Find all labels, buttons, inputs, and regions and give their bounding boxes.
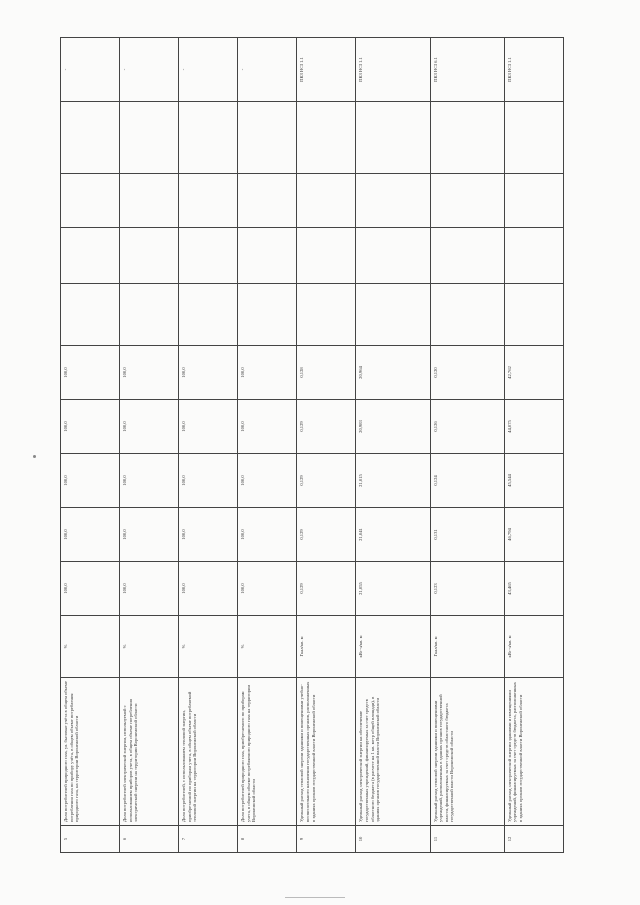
source-cell: ПКЗ НСI 6.1 [430,38,504,102]
value-cell: 0,129 [297,508,356,562]
table-row [430,38,504,853]
value-cell: 100,0 [238,562,297,616]
value-cell: 100,0 [61,562,120,616]
unit-cell: Гкал/кв. м [297,616,356,678]
value-cell: 100,0 [179,562,238,616]
value-cell: 100,0 [179,346,238,400]
source-cell: ПКЗ НСI 1.1 [356,38,430,102]
value-cell: 100,0 [61,454,120,508]
value-cell: 43,465 [504,562,563,616]
empty-cell [61,228,120,284]
value-cell: 0,129 [297,454,356,508]
unit-cell: кВт·ч/кв. м [356,616,430,678]
row-number: 9 [297,826,356,853]
unit-cell: % [120,616,179,678]
empty-cell [504,284,563,346]
table-row [504,38,563,853]
indicator-name: Доля потребителей, с использованием тепловой энергии, приобретаемой по приборам учета, в общем объеме потребляемой тепловой энергии на территории Воронежской области [179,678,238,826]
unit-cell: % [179,616,238,678]
row-number: 11 [430,826,504,853]
empty-cell [504,174,563,228]
value-cell: 20,964 [356,346,430,400]
empty-cell [61,284,120,346]
row-number: 8 [238,826,297,853]
empty-cell [297,228,356,284]
rotated-table-container [60,57,564,853]
unit-cell: % [238,616,297,678]
table-row [120,38,179,853]
scan-edge-mark [285,897,345,898]
value-cell: 100,0 [179,508,238,562]
empty-cell [238,228,297,284]
empty-cell [120,102,179,174]
empty-cell [430,228,504,284]
empty-cell [238,284,297,346]
value-cell: 21,041 [356,508,430,562]
table-row [238,38,297,853]
empty-cell [430,174,504,228]
value-cell: 100,0 [238,508,297,562]
empty-cell [356,102,430,174]
value-cell: 0,120 [430,346,504,400]
value-cell: 100,0 [61,400,120,454]
value-cell: 0,123 [430,562,504,616]
indicator-name: Удельный расход электрической энергии зданиями и помещениями учреждений, финансируемых за счет средств бюджета, расположенных в зданиях органов государственной власти Воронежской области [504,678,563,826]
value-cell: 46,794 [504,508,563,562]
row-number: 12 [504,826,563,853]
value-cell: 45,544 [504,454,563,508]
table-row [297,38,356,853]
value-cell: 0,124 [430,454,504,508]
unit-cell: Гкал/кв. м [430,616,504,678]
empty-cell [238,174,297,228]
source-cell: ПКЗ НСI 1.1 [504,38,563,102]
value-cell: 0,129 [297,562,356,616]
value-cell: 100,0 [238,400,297,454]
source-cell: - [120,38,179,102]
value-cell: 100,0 [120,454,179,508]
value-cell: 100,0 [179,400,238,454]
value-cell: 0,129 [297,400,356,454]
value-cell: 100,0 [120,346,179,400]
empty-cell [297,284,356,346]
empty-cell [179,102,238,174]
indicator-name: Доля потребителей электрической энергии, используемой с использованием приборов учета, в общем объеме потребления электрической энергии на территории Воронежской области [120,678,179,826]
indicator-name: Удельный расход электрической энергии на обеспечение государственных учреждений, финансируемых за счет средств областного бюджета (в расчете на 1 кв. метр общей площади), в зданиях органов государственной власти Воронежской области [356,678,430,826]
table-row [179,38,238,853]
indicator-name: Доля потребителей природного газа, ул. бытовые учёта в общем объеме потребления газа по прибору учёта, в общем объеме потребления природного газа, на территории Воронежской области [61,678,120,826]
indicator-name: Удельный расход тепловой энергии зданиями и помещениями учебно-воспитательного назначения государственных органов, расположенных в зданиях органов государственной власти Воронежской области [297,678,356,826]
row-number: 7 [179,826,238,853]
value-cell: 42,762 [504,346,563,400]
value-cell: 44,075 [504,400,563,454]
source-cell: ПКЗ НСI 1.1 [297,38,356,102]
row-number: 5 [61,826,120,853]
value-cell: 100,0 [179,454,238,508]
row-number: 10 [356,826,430,853]
empty-cell [356,228,430,284]
value-cell: 0,128 [297,346,356,400]
value-cell: 21,015 [356,454,430,508]
value-cell: 100,0 [120,400,179,454]
source-cell: - [238,38,297,102]
empty-cell [179,284,238,346]
value-cell: 0,131 [430,508,504,562]
value-cell: 20,983 [356,400,430,454]
empty-cell [120,284,179,346]
empty-cell [179,228,238,284]
empty-cell [504,102,563,174]
empty-cell [120,174,179,228]
value-cell: 100,0 [120,508,179,562]
empty-cell [61,102,120,174]
table-row [356,38,430,853]
value-cell: 100,0 [61,346,120,400]
unit-cell: % [61,616,120,678]
value-cell: 100,0 [238,346,297,400]
value-cell: 100,0 [61,508,120,562]
value-cell: 0,126 [430,400,504,454]
empty-cell [430,102,504,174]
empty-cell [61,174,120,228]
value-cell: 100,0 [238,454,297,508]
empty-cell [120,228,179,284]
indicators-table [60,37,564,853]
table-row [61,38,120,853]
unit-cell: кВт·ч/кв. м [504,616,563,678]
row-number: 6 [120,826,179,853]
value-cell: 21,055 [356,562,430,616]
indicator-name: Доля потребителей природного газа, приобретаемого по приборам учета, в общем объеме потребляемого природного газа на территории Воронежской области [238,678,297,826]
source-cell: - [179,38,238,102]
empty-cell [356,174,430,228]
value-cell: 100,0 [120,562,179,616]
empty-cell [504,228,563,284]
empty-cell [430,284,504,346]
empty-cell [297,102,356,174]
indicator-name: Удельный расход тепловой энергии зданиями и помещениями учреждений, расположенных в зданиях органов государственной власти, финансируемых за счет средств областного бюджета государственной власти Воронежской области [430,678,504,826]
empty-cell [179,174,238,228]
empty-cell [238,102,297,174]
empty-cell [297,174,356,228]
empty-cell [356,284,430,346]
source-cell: - [61,38,120,102]
scan-speck [33,455,36,458]
